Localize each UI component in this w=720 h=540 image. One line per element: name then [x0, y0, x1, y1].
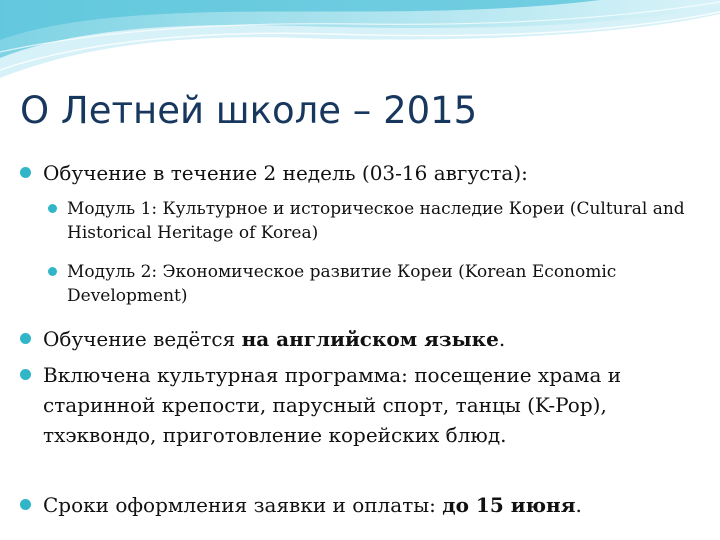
bullet-dot-icon — [20, 369, 31, 380]
bullet-cultural-program — [20, 360, 710, 450]
bullet-deadline — [20, 490, 710, 520]
bullet-text: Обучение в течение 2 недель (03-16 августа): — [43, 161, 528, 185]
bold-text: до 15 июня — [442, 493, 576, 517]
bullet-dot-icon — [48, 204, 57, 213]
bullet-dot-icon — [20, 333, 31, 344]
sub-bullet-module-1 — [48, 197, 710, 245]
bullet-dot-icon — [20, 499, 31, 510]
header-wave-decoration — [0, 0, 720, 90]
bullet-text: Включена культурная программа: посещение храма и старинной крепости, парусный спорт, танцы (K-Pop), тхэквондо, приготовление корейских блюд. — [43, 363, 622, 447]
bullet-training-duration — [20, 158, 710, 188]
text-part: . — [498, 327, 506, 351]
bullet-language — [20, 324, 710, 354]
text-part: Обучение ведётся — [43, 327, 242, 351]
bullet-text — [43, 324, 710, 354]
bullet-dot-icon — [20, 167, 31, 178]
sub-bullet-module-2 — [48, 260, 710, 308]
slide-title: О Летней школе – 2015 — [20, 89, 478, 132]
text-part: Сроки оформления заявки и оплаты: — [43, 493, 443, 517]
text-part: . — [575, 493, 582, 517]
sub-bullet-text: Модуль 1: Культурное и историческое наследие Кореи (Cultural and Historical Heritage of Korea) — [67, 199, 685, 243]
sub-bullet-text: Модуль 2: Экономическое развитие Кореи (Korean Economic Development) — [67, 262, 617, 306]
bullet-dot-icon — [48, 267, 57, 276]
bullet-text — [43, 490, 710, 520]
bold-text: на английском языке — [241, 327, 499, 351]
